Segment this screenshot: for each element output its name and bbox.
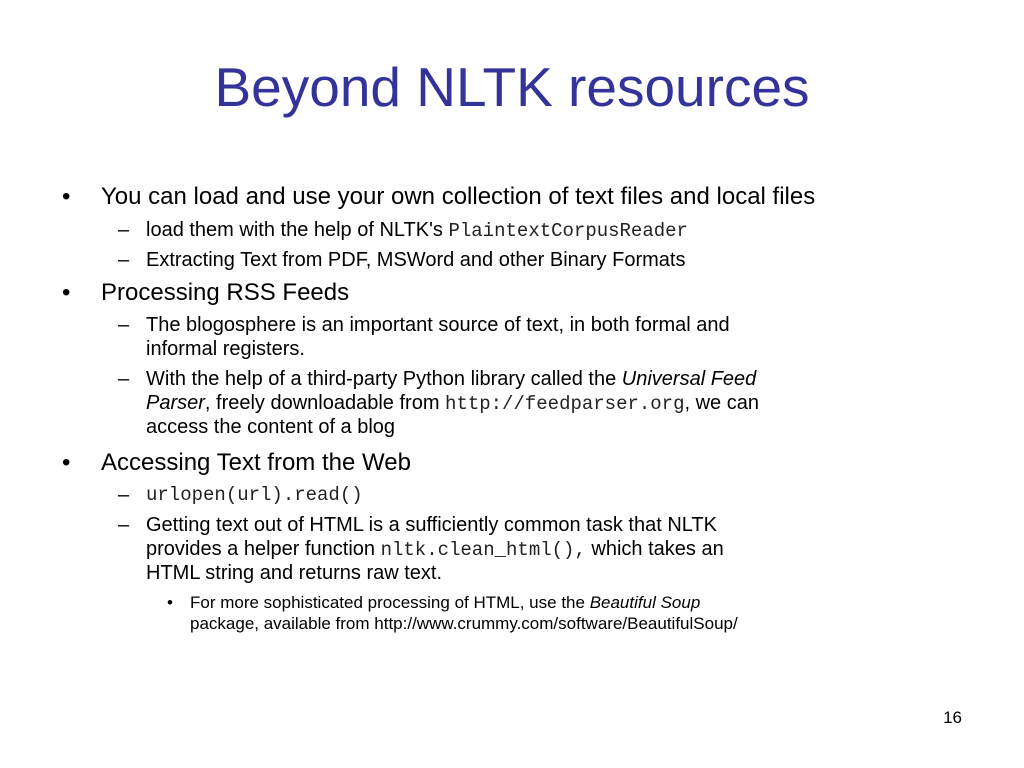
subsubitem-text: For more sophisticated processing of HTML, use the	[190, 593, 590, 612]
subitem-2-2-text: With the help of a third-party Python library called the	[146, 368, 622, 390]
subitem-1-2: Extracting Text from PDF, MSWord and other Binary Formats	[146, 249, 686, 271]
subsubitem-line-1	[190, 592, 700, 613]
subitem-2-2-text-2: , freely downloadable from	[204, 392, 446, 414]
dash-marker: –	[118, 219, 130, 241]
dash-marker: –	[118, 368, 130, 390]
subitem-2-2-text-3: , we can	[684, 392, 759, 414]
plaintext-corpus-reader-code: PlaintextCorpusReader	[448, 220, 688, 242]
slide-title: Beyond NLTK resources	[214, 56, 810, 118]
clean-html-comma: ,	[574, 539, 586, 561]
dash-marker: –	[118, 249, 130, 271]
subitem-1-1	[146, 218, 688, 243]
page-number: 16	[943, 708, 962, 727]
urlopen-code: urlopen(url).read()	[146, 484, 363, 506]
subitem-2-2-line-3: access the content of a blog	[146, 416, 396, 438]
subsubitem-line-2: package, available from http://www.crummy.com/software/BeautifulSoup/	[190, 614, 738, 633]
sub-bullet-marker: •	[167, 593, 173, 612]
feedparser-url-code: http://feedparser.org	[445, 393, 685, 415]
subitem-2-2-line-2	[146, 391, 759, 416]
bullet-marker: •	[62, 449, 71, 476]
subitem-3-2-text-2: which takes an	[585, 538, 724, 560]
dash-marker: –	[118, 514, 130, 536]
subitem-3-2-line-2	[146, 537, 724, 562]
bullet-marker: •	[62, 279, 71, 306]
beautiful-soup-italic: Beautiful Soup	[589, 593, 701, 612]
dash-marker: –	[118, 314, 130, 336]
bullet-item-1: You can load and use your own collection of text files and local files	[101, 183, 816, 210]
parser-italic: Parser	[146, 392, 205, 414]
clean-html-code: nltk.clean_html()	[380, 539, 575, 561]
dash-marker: –	[118, 484, 130, 506]
subitem-3-2-line-1: Getting text out of HTML is a sufficiently common task that NLTK	[146, 514, 717, 536]
bullet-item-2: Processing RSS Feeds	[101, 279, 350, 306]
bullet-marker: •	[62, 183, 71, 210]
subitem-3-2-text: provides a helper function	[146, 538, 381, 560]
subitem-2-1-line-2: informal registers.	[146, 338, 305, 360]
subitem-2-1-line-1: The blogosphere is an important source of text, in both formal and	[146, 314, 730, 336]
universal-feed-parser-italic: Universal Feed	[621, 368, 757, 390]
subitem-1-1-text: load them with the help of NLTK's	[146, 219, 449, 241]
subitem-3-2-line-3: HTML string and returns raw text.	[146, 562, 443, 584]
bullet-item-3: Accessing Text from the Web	[101, 449, 411, 476]
subitem-2-2-line-1	[146, 367, 756, 391]
